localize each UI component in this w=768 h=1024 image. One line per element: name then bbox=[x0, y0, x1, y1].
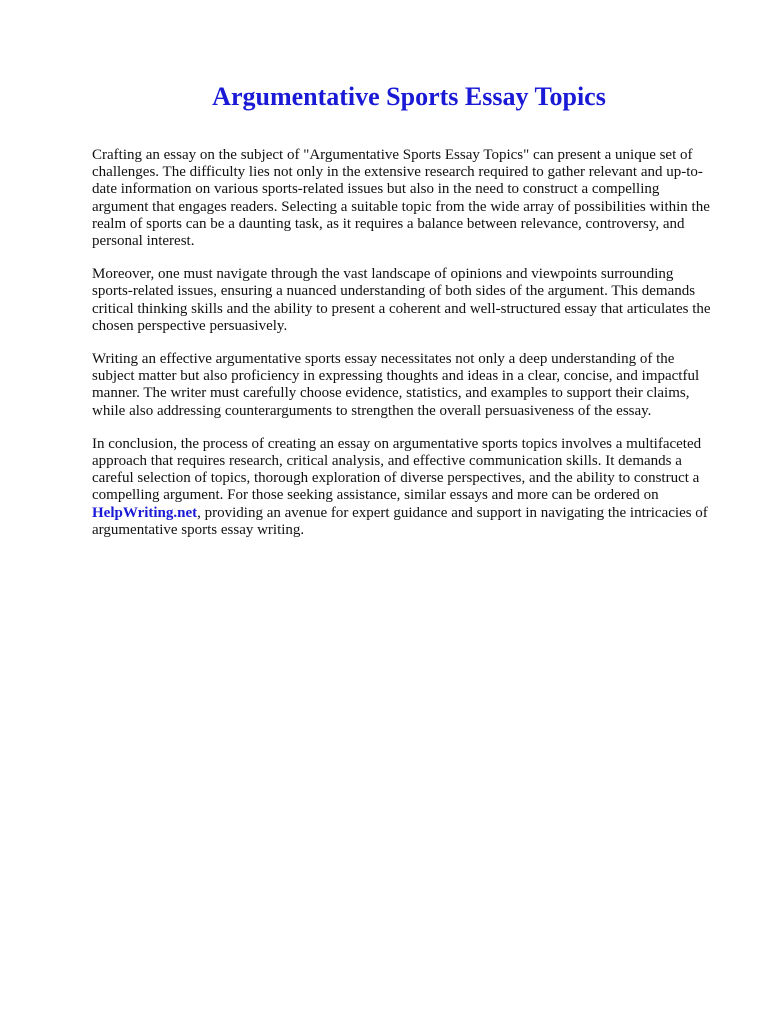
helpwriting-link[interactable]: HelpWriting.net bbox=[92, 504, 198, 521]
document-body bbox=[92, 147, 714, 555]
paragraph-writing: Writing an effective argumentative sports essay necessitates not only a deep understanding of the subject matter but also proficiency in expressing thoughts and ideas in a clear, concise, and impactful manner. The writer must carefully choose evidence, statistics, and examples to support their claims, while also addressing counterarguments to strengthen the overall persuasiveness of the essay. bbox=[92, 351, 700, 419]
document-title: Argumentative Sports Essay Topics bbox=[212, 82, 606, 111]
conclusion-text-after-link: , providing an avenue for expert guidance and support in navigating the intricacies of argumentative sports essay writing. bbox=[92, 504, 708, 538]
paragraph-conclusion bbox=[92, 436, 714, 539]
paragraph-intro: Crafting an essay on the subject of "Argumentative Sports Essay Topics" can present a unique set of challenges. The difficulty lies not only in the extensive research required to gather relevant and up-to-date information on various sports-related issues but also in the need to construct a compelling argument that engages readers. Selecting a suitable topic from the wide array of possibilities within the realm of sports can be a daunting task, as it requires a balance between relevance, controversy, and personal interest. bbox=[92, 147, 710, 250]
conclusion-text-before-link: In conclusion, the process of creating an essay on argumentative sports topics involves a multifaceted approach that requires research, critical analysis, and effective communication skills. It demands a careful selection of topics, thorough exploration of diverse perspectives, and the ability to construct a compelling argument. For those seeking assistance, similar essays and more can be ordered on bbox=[92, 435, 702, 504]
paragraph-viewpoints: Moreover, one must navigate through the vast landscape of opinions and viewpoints surrounding sports-related issues, ensuring a nuanced understanding of both sides of the argument. This demands critical thinking skills and the ability to present a coherent and well-structured essay that articulates the chosen perspective persuasively. bbox=[92, 266, 711, 334]
